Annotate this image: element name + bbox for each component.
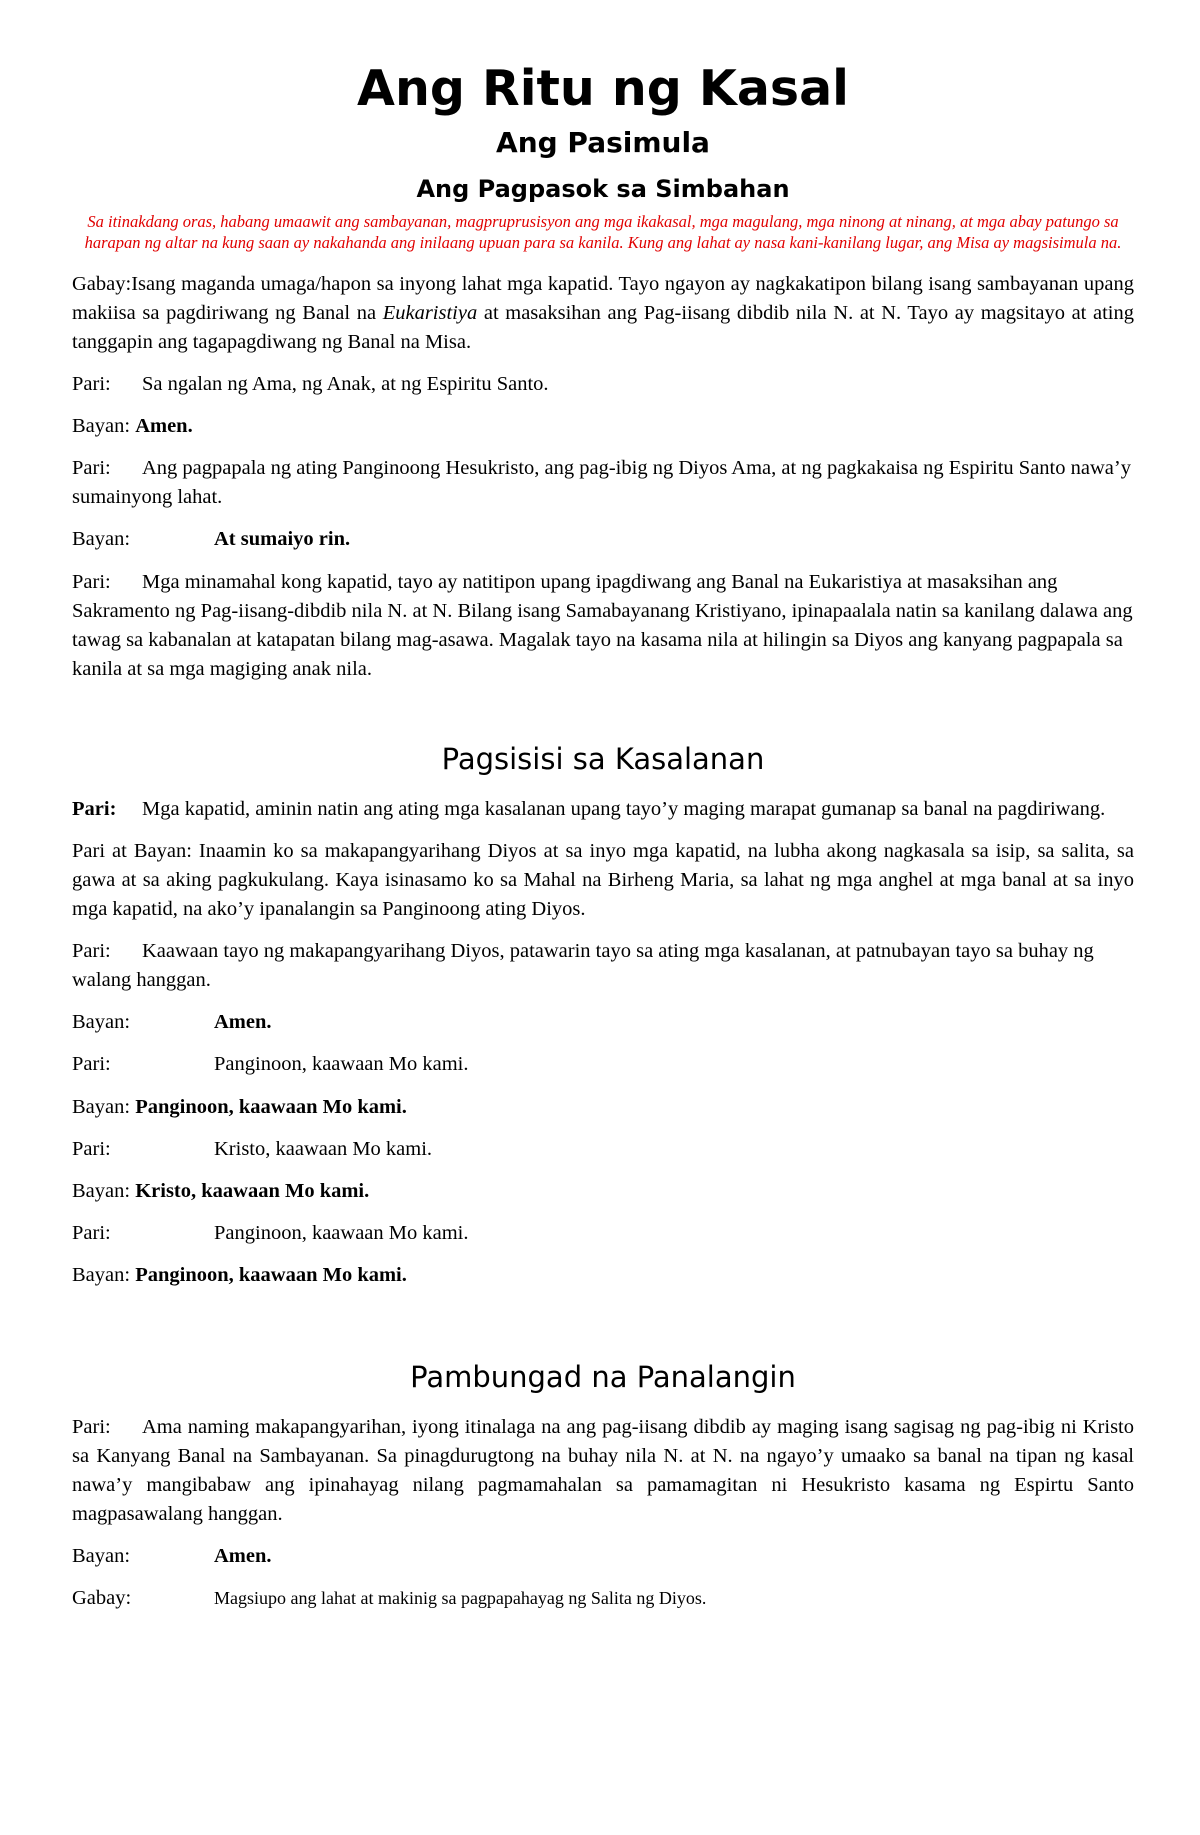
bayan-line [72, 1177, 1134, 1206]
speaker-label: Pari: [72, 373, 111, 396]
rubric-instruction: Sa itinakdang oras, habang umaawit ang sambayanan, magpruprusisyon ang mga ikakasal, mga magulang, mga ninong at ninang, at mga abay patungo sa harapan ng altar na kung saan ay nakahanda ang inilaang upuan para sa kanila. Kung ang lahat ay nasa kani-kanilang lugar, ang Misa ay magsisimula na. [84, 211, 1122, 253]
bayan-line [72, 1093, 1134, 1122]
response-text: Amen. [135, 415, 193, 438]
document-title: Ang Ritu ng Kasal [357, 60, 849, 117]
pari-line [72, 568, 1134, 684]
line-text: Ang pagpapala ng ating Panginoong Hesukristo, ang pag-ibig ng Diyos Ama, at ng pagkakaisa ng Espiritu Santo nawa’y sumainyong lahat. [72, 457, 1131, 509]
document-page [72, 58, 1134, 1626]
line-text: Ama naming makapangyarihan, iyong itinalaga na ang pag-iisang dibdib ay maging isang sagisag ng pag-ibig ni Kristo sa Kanyang Banal na Sambayanan. Sa pinagdurugtong na buhay nila N. at N. na ngayo’y umaako sa banal na tipan ng kasal nawa’y mangibabaw ang ipinahayag nilang pagmamahalan sa pamamagitan ni Hesukristo kasama ng Espirtu Santo magpasawalang hanggan. [72, 1415, 1134, 1526]
subsection-title: Ang Pagpasok sa Simbahan [416, 174, 790, 203]
speaker-label: Bayan: [72, 1011, 131, 1034]
speaker-label: Gabay: [72, 1587, 132, 1610]
pari-line [72, 370, 1134, 399]
pari-line [72, 1135, 1134, 1164]
line-text: Kristo, kaawaan Mo kami. [214, 1137, 433, 1160]
pari-line [72, 795, 1134, 824]
bayan-line [72, 525, 1134, 554]
response-text: Amen. [214, 1545, 272, 1568]
line-text: Panginoon, kaawaan Mo kami. [214, 1221, 469, 1244]
speaker-label: Bayan: [72, 415, 131, 438]
speaker-label: Bayan: [72, 1545, 131, 1568]
section-heading: Pambungad na Panalangin [410, 1360, 796, 1395]
speaker-label: Bayan: [72, 1179, 131, 1202]
gabay-line [72, 1584, 1134, 1613]
gabay-paragraph [72, 270, 1134, 357]
pari-line [72, 1219, 1134, 1248]
bayan-line [72, 1542, 1134, 1571]
speaker-label: Pari at Bayan: [72, 839, 192, 862]
line-text: Magsiupo ang lahat at makinig sa pagpapahayag ng Salita ng Diyos. [214, 1588, 707, 1609]
response-text: Kristo, kaawaan Mo kami. [135, 1179, 370, 1202]
line-text: Sa ngalan ng Ama, ng Anak, at ng Espiritu Santo. [142, 373, 549, 396]
bayan-line [72, 1008, 1134, 1037]
paragraph-text: at masaksihan ang Pag-iisang dibdib nila N. at N. Tayo ay magsitayo at ating tanggapin ang tagapagdiwang ng Banal na Misa. [72, 301, 1134, 353]
line-text: Kaawaan tayo ng makapangyarihang Diyos, patawarin tayo sa ating mga kasalanan, at patnubayan tayo sa buhay ng walang hanggan. [72, 940, 1094, 992]
line-text: Mga kapatid, aminin natin ang ating mga kasalanan upang tayo’y maging marapat gumanap sa banal na pagdiriwang. [142, 797, 1106, 820]
italic-text: Eukaristiya [382, 301, 478, 324]
pari-line [72, 1050, 1134, 1079]
response-text: Panginoon, kaawaan Mo kami. [135, 1264, 407, 1287]
section-heading: Pagsisisi sa Kasalanan [441, 742, 765, 777]
response-text: Amen. [214, 1011, 272, 1034]
pari-line [72, 454, 1134, 512]
pari-prayer-paragraph [72, 1413, 1134, 1529]
speaker-label: Pari: [72, 1137, 111, 1160]
speaker-label: Pari: [72, 1415, 111, 1438]
line-text: Mga minamahal kong kapatid, tayo ay natitipon upang ipagdiwang ang Banal na Eukaristiya at masaksihan ang Sakramento ng Pag-iisang-dibdib nila N. at N. Bilang isang Samabayanang Kristiyano, ipinapaalala natin sa kanilang dalawa ang tawag sa kabanalan at katapatan bilang mag-asawa. Magalak tayo na kasama nila at hilingin sa Diyos ang kanyang pagpapala sa kanila at sa mga magiging anak nila. [72, 570, 1133, 680]
response-text: Panginoon, kaawaan Mo kami. [135, 1095, 407, 1118]
speaker-label: Pari: [72, 1053, 111, 1076]
bayan-line [72, 412, 1134, 441]
speaker-label: Gabay: [72, 272, 132, 295]
speaker-label: Pari: [72, 457, 111, 480]
speaker-label: Bayan: [72, 1264, 131, 1287]
speaker-label: Pari: [72, 797, 117, 820]
speaker-label: Bayan: [72, 1095, 131, 1118]
line-text: Inaamin ko sa makapangyarihang Diyos at sa inyo mga kapatid, na lubha akong nagkasala sa isip, sa salita, sa gawa at sa aking pagkukulang. Kaya isinasamo ko sa Mahal na Birheng Maria, sa lahat ng mga anghel at mga banal at sa inyo mga kapatid, na ako’y ipanalangin sa Panginoong ating Diyos. [72, 839, 1134, 921]
speaker-label: Pari: [72, 570, 111, 593]
section-subtitle: Ang Pasimula [496, 126, 710, 160]
response-text: At sumaiyo rin. [214, 528, 351, 551]
speaker-label: Pari: [72, 1221, 111, 1244]
bayan-line [72, 1261, 1134, 1290]
pari-bayan-paragraph [72, 837, 1134, 924]
line-text: Panginoon, kaawaan Mo kami. [214, 1053, 469, 1076]
spacer [72, 1303, 1134, 1359]
paragraph-text: Isang maganda umaga/hapon sa inyong lahat mga kapatid. Tayo ngayon ay nagkakatipon bilang isang sambayanan upang makiisa sa pagdiriwang ng Banal na [72, 272, 1134, 324]
speaker-label: Pari: [72, 940, 111, 963]
spacer [72, 697, 1134, 741]
pari-line [72, 937, 1134, 995]
speaker-label: Bayan: [72, 528, 131, 551]
